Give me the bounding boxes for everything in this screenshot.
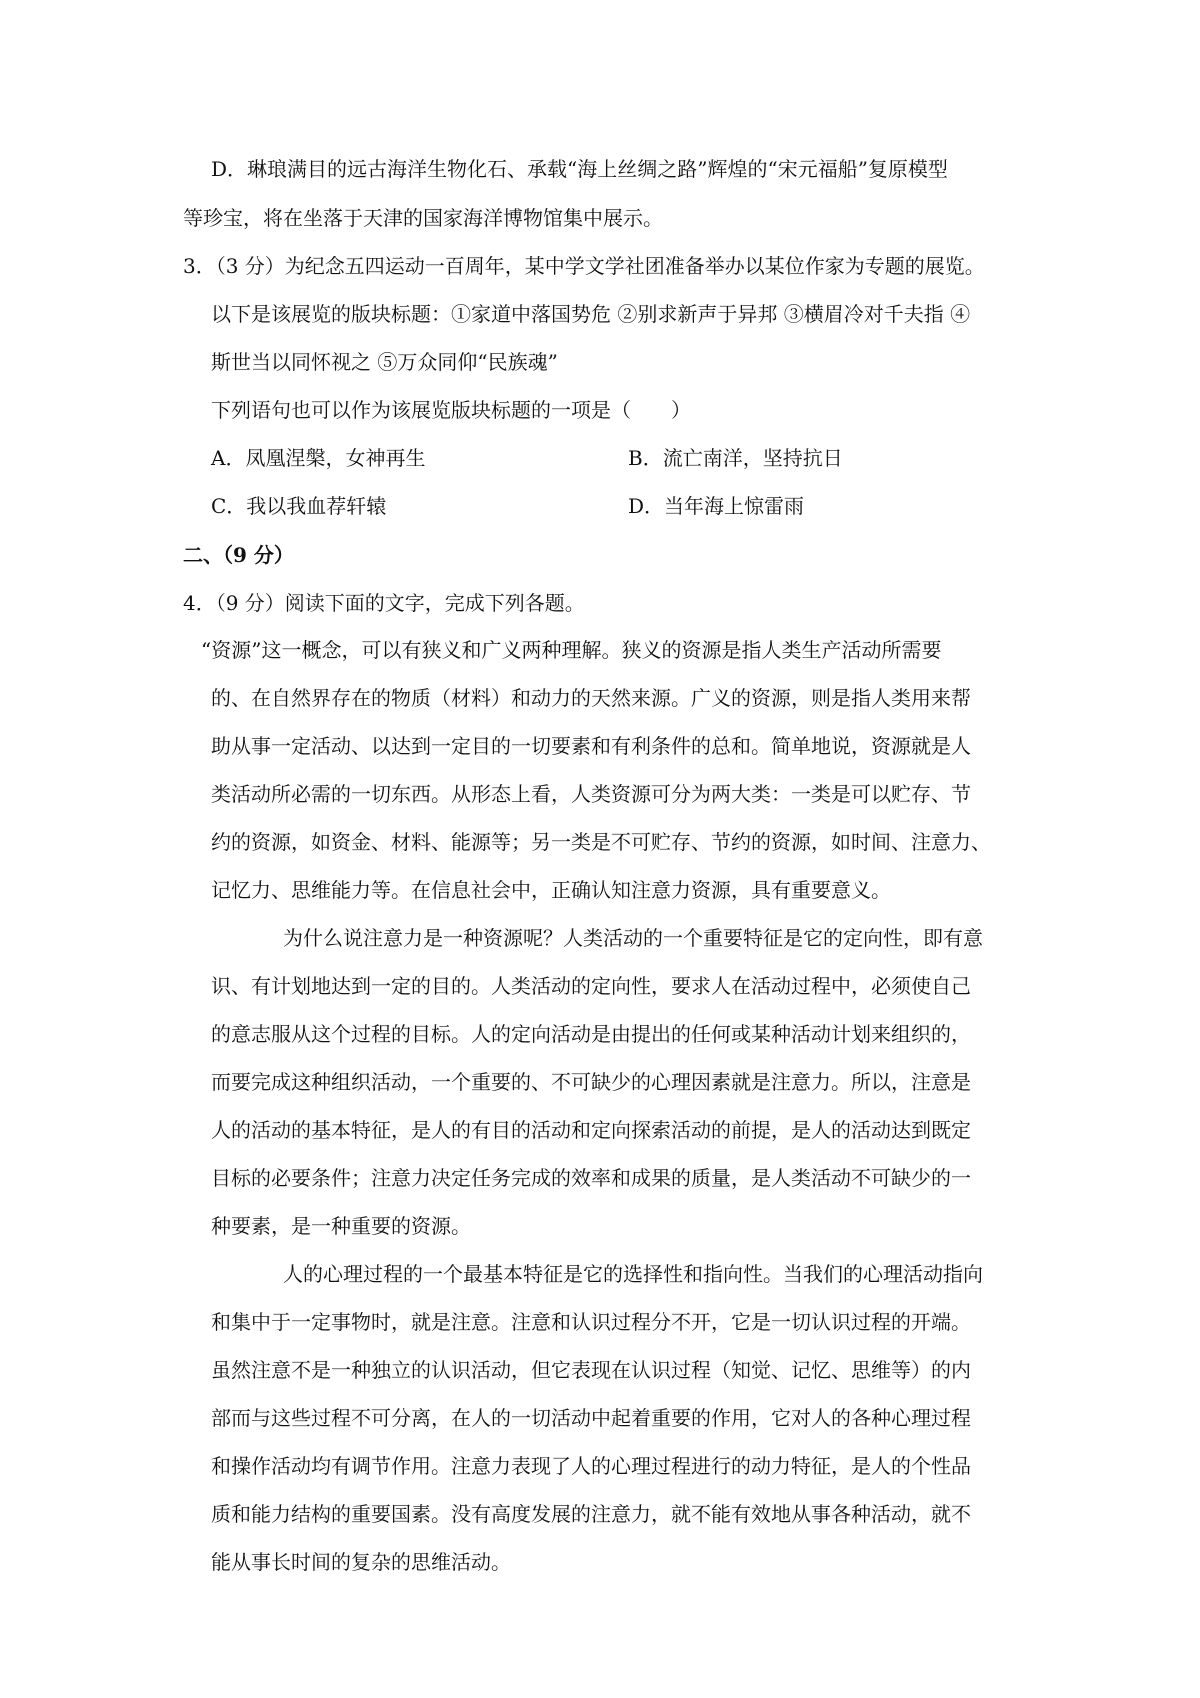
q2-option-d-line-1: D．琳琅满目的远古海洋生物化石、承载“海上丝绸之路”辉煌的“宋元福船”复原模型 — [211, 157, 948, 181]
q4-paragraph1-line: 记忆力、思维能力等。在信息社会中，正确认知注意力资源，具有重要意义。 — [211, 878, 891, 902]
q4-paragraph3-line: 和集中于一定事物时，就是注意。注意和认识过程分不开，它是一切认识过程的开端。 — [211, 1310, 971, 1334]
q4-paragraph2-line: 种要素，是一种重要的资源。 — [211, 1214, 471, 1238]
q3-stem-line-4: 下列语句也可以作为该展览版块标题的一项是（ ） — [211, 398, 691, 422]
q4-paragraph3-line: 部而与这些过程不可分离，在人的一切活动中起着重要的作用，它对人的各种心理过程 — [211, 1406, 971, 1430]
q4-paragraph3-line: 能从事长时间的复杂的思维活动。 — [211, 1550, 511, 1574]
q3-option-d: D．当年海上惊雷雨 — [628, 494, 805, 518]
q4-paragraph3-line: 质和能力结构的重要国素。没有高度发展的注意力，就不能有效地从事各种活动，就不 — [211, 1502, 971, 1526]
q4-stem: 4．（9 分）阅读下面的文字，完成下列各题。 — [183, 591, 585, 615]
q4-paragraph2-line: 人的活动的基本特征，是人的有目的活动和定向探索活动的前提，是人的活动达到既定 — [211, 1118, 971, 1142]
q4-paragraph3-line: 和操作活动均有调节作用。注意力表现了人的心理过程进行的动力特征，是人的个性品 — [211, 1454, 971, 1478]
q4-paragraph1-line: 助从事一定活动、以达到一定目的一切要素和有利条件的总和。简单地说，资源就是人 — [211, 734, 971, 758]
q4-paragraph2-line: 目标的必要条件；注意力决定任务完成的效率和成果的质量，是人类活动不可缺少的一 — [211, 1166, 971, 1190]
q4-paragraph1-line: 类活动所必需的一切东西。从形态上看，人类资源可分为两大类：一类是可以贮存、节 — [211, 782, 971, 806]
q4-paragraph2-line: 为什么说注意力是一种资源呢？人类活动的一个重要特征是它的定向性，即有意 — [283, 926, 983, 950]
q3-option-c: C．我以我血荐轩辕 — [211, 494, 387, 518]
q3-stem-line-2: 以下是该展览的版块标题：①家道中落国势危 ②别求新声于异邦 ③横眉冷对千夫指 ④ — [211, 302, 971, 326]
q4-paragraph2-line: 而要完成这种组织活动，一个重要的、不可缺少的心理因素就是注意力。所以，注意是 — [211, 1070, 971, 1094]
q4-paragraph1-line: 的、在自然界存在的物质（材料）和动力的天然来源。广义的资源，则是指人类用来帮 — [211, 686, 971, 710]
q4-paragraph1-line: 约的资源，如资金、材料、能源等；另一类是不可贮存、节约的资源，如时间、注意力、 — [211, 830, 991, 854]
q4-paragraph3-line: 人的心理过程的一个最基本特征是它的选择性和指向性。当我们的心理活动指向 — [283, 1262, 983, 1286]
q4-paragraph1-line: “资源”这一概念，可以有狭义和广义两种理解。狭义的资源是指人类生产活动所需要 — [201, 638, 942, 662]
q3-stem-line-1: 3．（3 分）为纪念五四运动一百周年，某中学文学社团准备举办以某位作家为专题的展览。 — [183, 254, 985, 278]
q4-paragraph3-line: 虽然注意不是一种独立的认识活动，但它表现在认识过程（知觉、记忆、思维等）的内 — [211, 1358, 971, 1382]
q3-option-a: A．凤凰涅槃，女神再生 — [211, 446, 426, 470]
q2-option-d-line-2: 等珍宝，将在坐落于天津的国家海洋博物馆集中展示。 — [183, 206, 663, 230]
q3-option-b: B．流亡南洋，坚持抗日 — [628, 446, 843, 470]
q3-stem-line-3: 斯世当以同怀视之 ⑤万众同仰“民族魂” — [211, 350, 558, 374]
q4-paragraph2-line: 识、有计划地达到一定的目的。人类活动的定向性，要求人在活动过程中，必须使自己 — [211, 974, 971, 998]
q4-paragraph2-line: 的意志服从这个过程的目标。人的定向活动是由提出的任何或某种活动计划来组织的， — [211, 1022, 971, 1046]
section-two-title: 二、（9 分） — [183, 543, 294, 567]
